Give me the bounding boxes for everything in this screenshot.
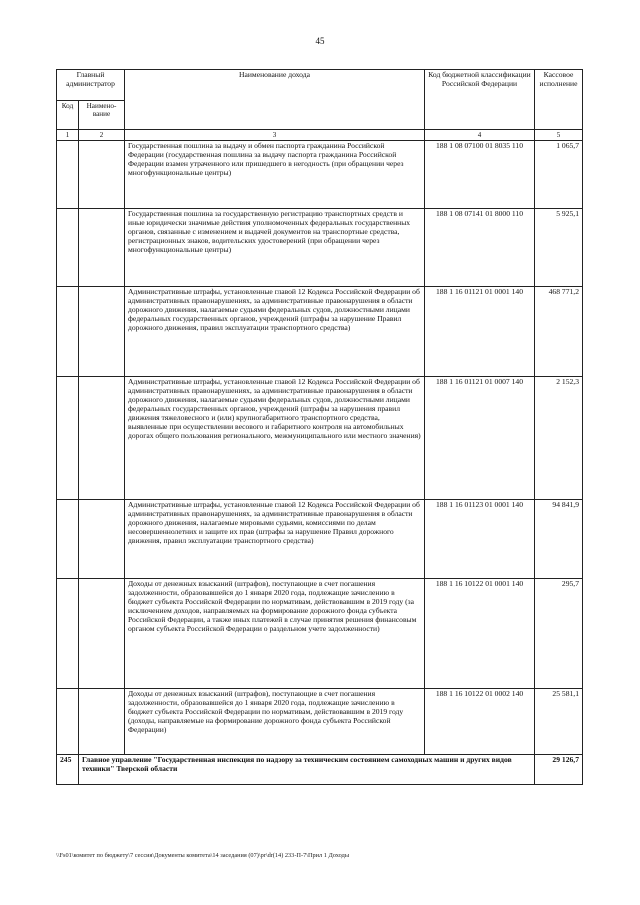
row-amount: 295,7 — [535, 579, 583, 689]
row-code — [57, 689, 79, 755]
row-admin — [79, 141, 125, 209]
row-kbk: 188 1 08 07141 01 8000 110 — [425, 209, 535, 287]
table-row — [57, 287, 583, 377]
total-row — [57, 755, 583, 785]
table-row — [57, 141, 583, 209]
column-number: 2 — [79, 130, 125, 141]
header-admin-name: Наимено-вание — [79, 101, 125, 130]
row-kbk: 188 1 16 10122 01 0001 140 — [425, 579, 535, 689]
column-number-row — [57, 130, 583, 141]
header-kbk: Код бюджетной классификации Российской Федерации — [425, 70, 535, 130]
row-amount: 1 065,7 — [535, 141, 583, 209]
header-cash: Кассовое исполнение — [535, 70, 583, 130]
row-amount: 94 841,9 — [535, 500, 583, 579]
row-kbk: 188 1 16 10122 01 0002 140 — [425, 689, 535, 755]
row-kbk: 188 1 16 01121 01 0007 140 — [425, 377, 535, 500]
header-admin-code: Код — [57, 101, 79, 130]
total-code: 245 — [57, 755, 79, 785]
row-admin — [79, 579, 125, 689]
file-path-footer: \\Fs01\комитет по бюджету\7 сессия\Документы комитета\14 заседания (07)\pr\dr(14) 233-П-7\Прил 1 Доходы — [56, 852, 350, 859]
page-number: 45 — [315, 36, 325, 46]
row-name: Государственная пошлина за выдачу и обмен паспорта гражданина Российской Федерации (государственная пошлина за выдачу паспорта гражданина Российской Федерации взамен утраченного или пришедшего в негодность (при обращении через многофункциональные центры) — [125, 141, 425, 209]
row-name: Административные штрафы, установленные главой 12 Кодекса Российской Федерации об административных правонарушениях, за административные правонарушения в области дорожного движения, налагаемые судьями федеральных судов, должностными лицами федеральных государственных органов, учреждений (штрафы за нарушение Правил дорожного движения, правил эксплуатации транспортного средства) — [125, 287, 425, 377]
table-row — [57, 209, 583, 287]
row-amount: 5 925,1 — [535, 209, 583, 287]
row-admin — [79, 209, 125, 287]
row-name: Административные штрафы, установленные главой 12 Кодекса Российской Федерации об административных правонарушениях, за административные правонарушения в области дорожного движения, налагаемые судьями федеральных судов, должностными лицами федеральных государственных органов, учреждений (штрафы за нарушения правил движения тяжеловесного и (или) крупногабаритного транспортного средства, выявленные при осуществлении весового и габаритного контроля на автомобильных дорогах общего пользования регионального, межмуниципального или местного значения) — [125, 377, 425, 500]
row-name: Административные штрафы, установленные главой 12 Кодекса Российской Федерации об административных правонарушениях, за административные правонарушения в области дорожного движения, налагаемые мировыми судьями, комиссиями по делам несовершеннолетних и защите их прав (штрафы за нарушение Правил дорожного движения, правил эксплуатации транспортного средства) — [125, 500, 425, 579]
row-kbk: 188 1 08 07100 01 8035 110 — [425, 141, 535, 209]
column-number: 4 — [425, 130, 535, 141]
revenue-table — [56, 69, 583, 785]
table-row — [57, 689, 583, 755]
column-number: 3 — [125, 130, 425, 141]
row-amount: 468 771,2 — [535, 287, 583, 377]
header-income-name: Наименование дохода — [125, 70, 425, 130]
column-number: 1 — [57, 130, 79, 141]
row-admin — [79, 287, 125, 377]
row-code — [57, 141, 79, 209]
row-code — [57, 500, 79, 579]
row-kbk: 188 1 16 01121 01 0001 140 — [425, 287, 535, 377]
row-kbk: 188 1 16 01123 01 0001 140 — [425, 500, 535, 579]
row-name: Доходы от денежных взысканий (штрафов), поступающие в счет погашения задолженности, образовавшейся до 1 января 2020 года, подлежащие зачислению в бюджет субъекта Российской Федерации по нормативам, действовавшим в 2019 году (доходы, направляемые на формирование дорожного фонда субъекта Российской Федерации) — [125, 689, 425, 755]
table-row — [57, 377, 583, 500]
row-admin — [79, 377, 125, 500]
table-row — [57, 579, 583, 689]
row-name: Доходы от денежных взысканий (штрафов), поступающие в счет погашения задолженности, образовавшейся до 1 января 2020 года, подлежащие зачислению в бюджет субъекта Российской Федерации по нормативам, действовавшим в 2019 году (за исключением доходов, направляемых на формирование дорожного фонда субъекта Российской Федерации, а также иных платежей в случае принятия решения финансовым органом субъекта Российской Федерации о раздельном учете задолженности) — [125, 579, 425, 689]
row-code — [57, 287, 79, 377]
column-number: 5 — [535, 130, 583, 141]
header-admin-group: Главный администратор — [57, 70, 125, 101]
total-name: Главное управление "Государственная инспекция по надзору за техническим состоянием самоходных машин и других видов техники" Тверской области — [79, 755, 535, 785]
row-code — [57, 579, 79, 689]
row-name: Государственная пошлина за государственную регистрацию транспортных средств и иные юридически значимые действия уполномоченных федеральных государственных органов, связанные с изменением и выдачей документов на транспортные средства, регистрационных знаков, водительских удостоверений (при обращении через многофункциональные центры) — [125, 209, 425, 287]
row-amount: 2 152,3 — [535, 377, 583, 500]
header-row — [57, 70, 583, 101]
total-amount: 29 126,7 — [535, 755, 583, 785]
row-code — [57, 209, 79, 287]
table-row — [57, 500, 583, 579]
row-amount: 25 581,1 — [535, 689, 583, 755]
row-code — [57, 377, 79, 500]
row-admin — [79, 500, 125, 579]
row-admin — [79, 689, 125, 755]
